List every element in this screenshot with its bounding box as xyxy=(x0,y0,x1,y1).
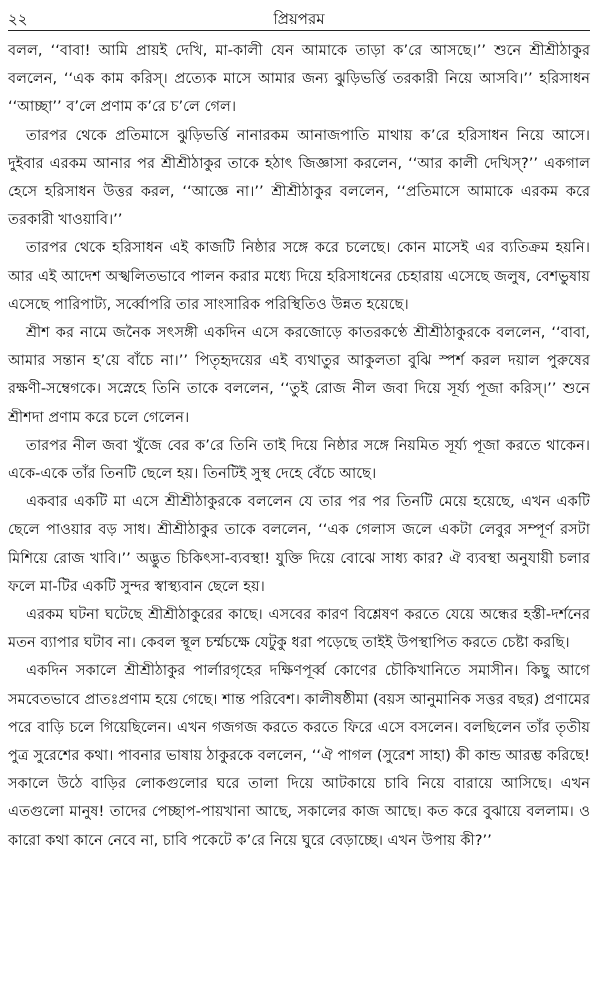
paragraph: তারপর থেকে প্রতিমাসে ঝুড়িভর্ত্তি নানারকম আনাজপাতি মাথায় ক’রে হরিসাধন নিয়ে আসে। দুইবার এরকম আনার পর শ্রীশ্রীঠাকুর তাকে হঠাৎ জিজ্ঞাসা করলেন, ‘‘আর কালী দেখিস্?’’ একগাল হেসে হরিসাধন উত্তর করল, ‘‘আজ্ঞে না।’’ শ্রীশ্রীঠাকুর বললেন, ‘‘প্রতিমাসে আমাকে এরকম করে তরকারী খাওয়াবি।’’ xyxy=(8,126,590,229)
paragraph: তারপর থেকে হরিসাধন এই কাজটি নিষ্ঠার সঙ্গে করে চলেছে। কোন মাসেই এর ব্যতিক্রম হয়নি। আর এই আদেশ অস্খলিতভাবে পালন করার মধ্যে দিয়ে হরিসাধনের চেহারায় এসেছে জলুষ, বেশভুষায় এসেছে পারিপাট্য, সর্ব্বোপরি তার সাংসারিক পরিস্থিতিও উন্নত হয়েছে। xyxy=(8,239,590,313)
page-number: ২২ xyxy=(8,10,28,28)
paragraph: একবার একটি মা এসে শ্রীশ্রীঠাকুরকে বললেন যে তার পর পর তিনটি মেয়ে হয়েছে, এখন একটি ছেলে পাওয়ার বড় সাধ। শ্রীশ্রীঠাকুর তাকে বললেন, ‘‘এক গেলাস জলে একটা লেবুর সম্পূর্ণ রসটা মিশিয়ে রোজ খাবি।’’ অদ্ভুত চিকিৎসা-ব্যবস্থা! যুক্তি দিয়ে বোঝে সাধ্য কার? ঐ ব্যবস্থা অনুযায়ী চলার ফলে মা-টির একটি সুন্দর স্বাস্থ্যবান ছেলে হয়। xyxy=(8,493,590,595)
page-header xyxy=(8,6,590,31)
paragraph: একদিন সকালে শ্রীশ্রীঠাকুর পার্লারগৃহের দক্ষিণপূর্ব্ব কোণের চৌকিখানিতে সমাসীন। কিছু আগে সমবেতভাবে প্রাতঃপ্রণাম হয়ে গেছে। শান্ত পরিবেশ। কালীষষ্ঠীমা (বয়স আনুমানিক সত্তর বছর) প্রণামের পরে বাড়ি চলে গিয়েছিলেন। এখন গজগজ করতে করতে ফিরে এসে বসলেন। বলছিলেন তাঁর তৃতীয় পুত্র সুরেশের কথা। পাবনার ভাষায় ঠাকুরকে বললেন, ‘‘ঐ পাগল (সুরেশ সাহা) কী কান্ড আরম্ভ করিছে! সকালে উঠে বাড়ির লোকগুলোর ঘরে তালা দিয়ে আটকায়ে চাবি নিয়ে বারায়ে আসিছে। এখন এতগুলো মানুষ! তাদের পেচ্ছাপ-পায়খানা আছে, সকালের কাজ আছে। কত করে বুঝায়ে বললাম। ও কারো কথা কানে নেবে না, চাবি পকেটে ক’রে নিয়ে ঘুরে বেড়াচ্ছে। এখন উপায় কী?’’ xyxy=(8,662,590,849)
paragraph: শ্রীশ কর নামে জনৈক সৎসঙ্গী একদিন এসে করজোড়ে কাতরকণ্ঠে শ্রীশ্রীঠাকুরকে বললেন, ‘‘বাবা, আমার সন্তান হ’য়ে বাঁচে না।’’ পিতৃহৃদয়ের এই ব্যথাতুর আকুলতা বুঝি স্পর্শ করল দয়াল পুরুষের রক্ষণী-সম্বেগকে। সস্নেহে তিনি তাকে বললেন, ‘‘তুই রোজ নীল জবা দিয়ে সূর্য্য পূজা করিস্।’’ শুনে শ্রীশদা প্রণাম করে চলে গেলেন। xyxy=(8,324,590,426)
running-title: প্রিয়পরম xyxy=(273,10,325,28)
paragraph: এরকম ঘটনা ঘটেছে শ্রীশ্রীঠাকুরের কাছে। এসবের কারণ বিশ্লেষণ করতে যেয়ে অন্ধের হস্তী-দর্শনের মতন ব্যাপার ঘটাব না। কেবল স্থূল চর্ম্মচক্ষে যেটুকু ধরা পড়েছে তাইই উপস্থাপিত করতে চেষ্টা করছি। xyxy=(8,606,590,652)
paragraph: তারপর নীল জবা খুঁজে বের ক’রে তিনি তাই দিয়ে নিষ্ঠার সঙ্গে নিয়মিত সূর্য্য পূজা করতে থাকেন। একে-একে তাঁর তিনটি ছেলে হয়। তিনটিই সুস্থ দেহে বেঁচে আছে। xyxy=(8,436,590,483)
paragraph: বলল, ‘‘বাবা! আমি প্রায়ই দেখি, মা-কালী যেন আমাকে তাড়া ক’রে আসছে।’’ শুনে শ্রীশ্রীঠাকুর বললেন, ‘‘এক কাম করিস্। প্রত্যেক মাসে আমার জন্য ঝুড়িভর্ত্তি তরকারী নিয়ে আসবি।’’ হরিসাধন ‘‘আচ্ছা’’ ব’লে প্রণাম ক’রে চ’লে গেল। xyxy=(8,42,590,116)
body-text xyxy=(8,37,590,855)
